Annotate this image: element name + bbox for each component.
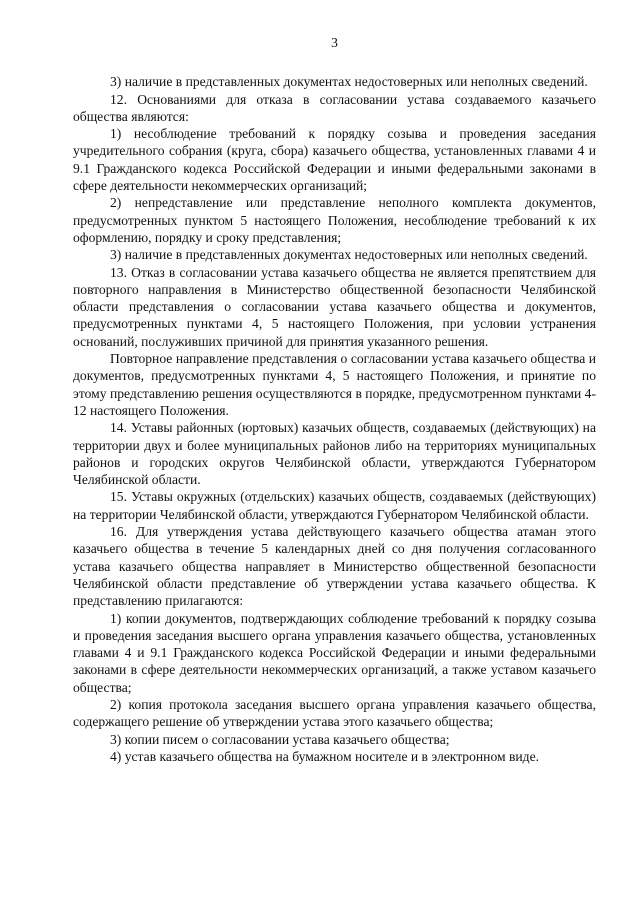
paragraph-13-continued: Повторное направление представления о согласовании устава казачьего общества и документов, предусмотренных пунктами 4, 5 настоящего Положения, и принятие по этому представлению решения осуществляются в порядке, предусмотренном пунктами 4-12 настоящего Положения. bbox=[73, 351, 596, 418]
paragraph-15: 15. Уставы окружных (отдельских) казачьих обществ, создаваемых (действующих) на территории Челябинской области, утверждаются Губернатором Челябинской области. bbox=[73, 489, 596, 522]
paragraph-16: 16. Для утверждения устава действующего казачьего общества атаман этого казачьего общества в течение 5 календарных дней со дня получения согласованного устава казачьего общества направляет в Министерство общественной безопасности Челябинской области представление об утверждении устава казачьего общества. К представлению прилагаются: bbox=[73, 524, 596, 609]
paragraph-16-item-3: 3) копии писем о согласовании устава казачьего общества; bbox=[110, 731, 450, 747]
paragraph-16-item-2: 2) копия протокола заседания высшего органа управления казачьего общества, содержащего решение об утверждении устава этого казачьего общества; bbox=[73, 696, 596, 730]
paragraph-12: 12. Основаниями для отказа в согласовании устава создаваемого казачьего общества являются: bbox=[73, 91, 596, 124]
paragraph-16-item-1: 1) копии документов, подтверждающих соблюдение требований к порядку созыва и проведения заседания высшего органа управления казачьего общества, установленных главами 4 и 9.1 Гражданского кодекса Российской Федерации и иными федеральными законами в сфере деятельности некоммерческих организаций, а также уставом казачьего общества; bbox=[73, 610, 596, 695]
paragraph-12-item-1: 1) несоблюдение требований к порядку созыва и проведения заседания учредительного собрания (круга, сбора) казачьего общества, установленных главами 4 и 9.1 Гражданского кодекса Российской Федерации и иными федеральными законами в сфере деятельности некоммерческих организаций; bbox=[73, 126, 596, 194]
paragraph-13: 13. Отказ в согласовании устава казачьего общества не является препятствием для повторного направления в Министерство общественной безопасности Челябинской области представления о согласовании устава казачьего общества и документов, предусмотренных пунктами 4, 5 настоящего Положения, при условии устранения оснований, послуживших причиной для принятия указанного решения. bbox=[73, 264, 596, 349]
page-number: 3 bbox=[331, 35, 338, 50]
paragraph-11-item-3: 3) наличие в представленных документах недостоверных или неполных сведений. bbox=[110, 74, 588, 90]
paragraph-14: 14. Уставы районных (юртовых) казачьих обществ, создаваемых (действующих) на территории двух и более муниципальных районов либо на территориях муниципальных районов и городских округов Челябинской области, утверждаются Губернатором Челябинской области. bbox=[73, 420, 596, 488]
document-body bbox=[73, 73, 596, 765]
paragraph-16-item-4: 4) устав казачьего общества на бумажном носителе и в электронном виде. bbox=[110, 748, 540, 764]
paragraph-12-item-3: 3) наличие в представленных документах недостоверных или неполных сведений. bbox=[110, 247, 588, 263]
paragraph-12-item-2: 2) непредставление или представление неполного комплекта документов, предусмотренных пунктом 5 настоящего Положения, несоблюдение требований к их оформлению, порядку и сроку представления; bbox=[73, 195, 596, 245]
